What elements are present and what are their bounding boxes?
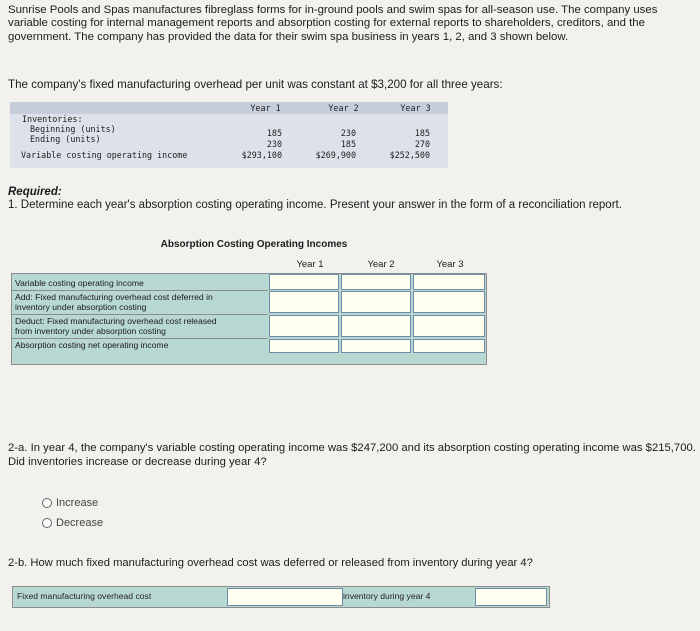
row-divider xyxy=(12,290,268,291)
answer-cell[interactable] xyxy=(341,339,411,353)
answer-cell[interactable] xyxy=(341,274,411,290)
cell-value: $269,900 xyxy=(315,150,356,160)
data-table-header xyxy=(10,102,448,114)
report-col-year-2: Year 2 xyxy=(367,259,395,270)
cell-value: 270 xyxy=(414,139,430,149)
data-table xyxy=(10,102,448,172)
cell-value: 230 xyxy=(266,139,282,149)
radio-decrease[interactable] xyxy=(42,517,103,529)
report-grid xyxy=(11,273,487,365)
report-row-label: Absorption costing net operating income xyxy=(15,340,169,350)
section-label: Inventories: xyxy=(22,114,83,124)
answer-2b-label: Fixed manufacturing overhead cost xyxy=(17,591,152,601)
cell-value: 185 xyxy=(340,139,356,149)
header-year-2: Year 2 xyxy=(328,103,359,113)
cell-value: 185 xyxy=(414,128,430,138)
answer-2b-row xyxy=(12,586,550,608)
report-col-year-1: Year 1 xyxy=(296,259,324,270)
cell-value: $293,100 xyxy=(241,150,282,160)
cell-value: 230 xyxy=(340,128,356,138)
deferred-released-select[interactable] xyxy=(227,588,343,606)
question-2b: 2-b. How much fixed manufacturing overhead cost was deferred or released from inventory during year 4? xyxy=(8,557,533,569)
answer-cell[interactable] xyxy=(413,315,485,337)
answer-cell[interactable] xyxy=(413,291,485,313)
answer-cell[interactable] xyxy=(413,274,485,290)
answer-cell[interactable] xyxy=(341,315,411,337)
absorption-report xyxy=(11,237,487,363)
question-1: 1. Determine each year's absorption costing operating income. Present your answer in the form of a reconciliation report. xyxy=(8,199,622,211)
radio-circle-icon[interactable] xyxy=(42,498,52,508)
answer-cell[interactable] xyxy=(341,291,411,313)
row-divider xyxy=(12,338,268,339)
required-section xyxy=(8,186,622,212)
fixed-overhead-statement: The company's fixed manufacturing overhead per unit was constant at $3,200 for all three years: xyxy=(8,78,503,91)
report-row-label: from inventory under absorption costing xyxy=(15,326,166,336)
problem-intro: Sunrise Pools and Spas manufactures fibreglass forms for in-ground pools and swim spas for all-season use. The company uses variable costing for internal management reports and absorption costing for external reports to shareholders, creditors, and the government. The company has provided the data for their swim spa business in years 1, 2, and 3 shown below. xyxy=(8,4,658,43)
answer-cell[interactable] xyxy=(269,339,339,353)
header-year-1: Year 1 xyxy=(250,103,281,113)
data-table-body xyxy=(10,114,448,168)
report-row-label: Variable costing operating income xyxy=(15,278,144,288)
cell-value: $252,500 xyxy=(389,150,430,160)
radio-increase[interactable] xyxy=(42,497,98,509)
answer-2b-input[interactable] xyxy=(475,588,547,606)
answer-cell[interactable] xyxy=(269,291,339,313)
radio-circle-icon[interactable] xyxy=(42,518,52,528)
report-col-year-3: Year 3 xyxy=(436,259,464,270)
header-year-3: Year 3 xyxy=(400,103,431,113)
report-row-label: Add: Fixed manufacturing overhead cost deferred in xyxy=(15,292,213,302)
report-title: Absorption Costing Operating Incomes xyxy=(160,239,348,250)
report-row-label: Deduct: Fixed manufacturing overhead cost released xyxy=(15,316,217,326)
radio-label: Decrease xyxy=(56,517,104,529)
row-label: Ending (units) xyxy=(30,134,101,144)
cell-value: 185 xyxy=(266,128,282,138)
row-label: Beginning (units) xyxy=(30,124,116,134)
row-divider xyxy=(12,314,268,315)
required-heading: Required: xyxy=(8,186,62,198)
answer-cell[interactable] xyxy=(269,274,339,290)
question-2a: 2-a. In year 4, the company's variable costing operating income was $247,200 and its absorption costing operating income was $215,700. Did inventories increase or decrease during year 4? xyxy=(8,442,696,468)
answer-cell[interactable] xyxy=(269,315,339,337)
answer-2b-suffix: inventory during year 4 xyxy=(343,591,431,601)
row-label: Variable costing operating income xyxy=(21,150,188,160)
report-row-label: inventory under absorption costing xyxy=(15,302,147,312)
radio-label: Increase xyxy=(56,497,99,509)
answer-cell[interactable] xyxy=(413,339,485,353)
